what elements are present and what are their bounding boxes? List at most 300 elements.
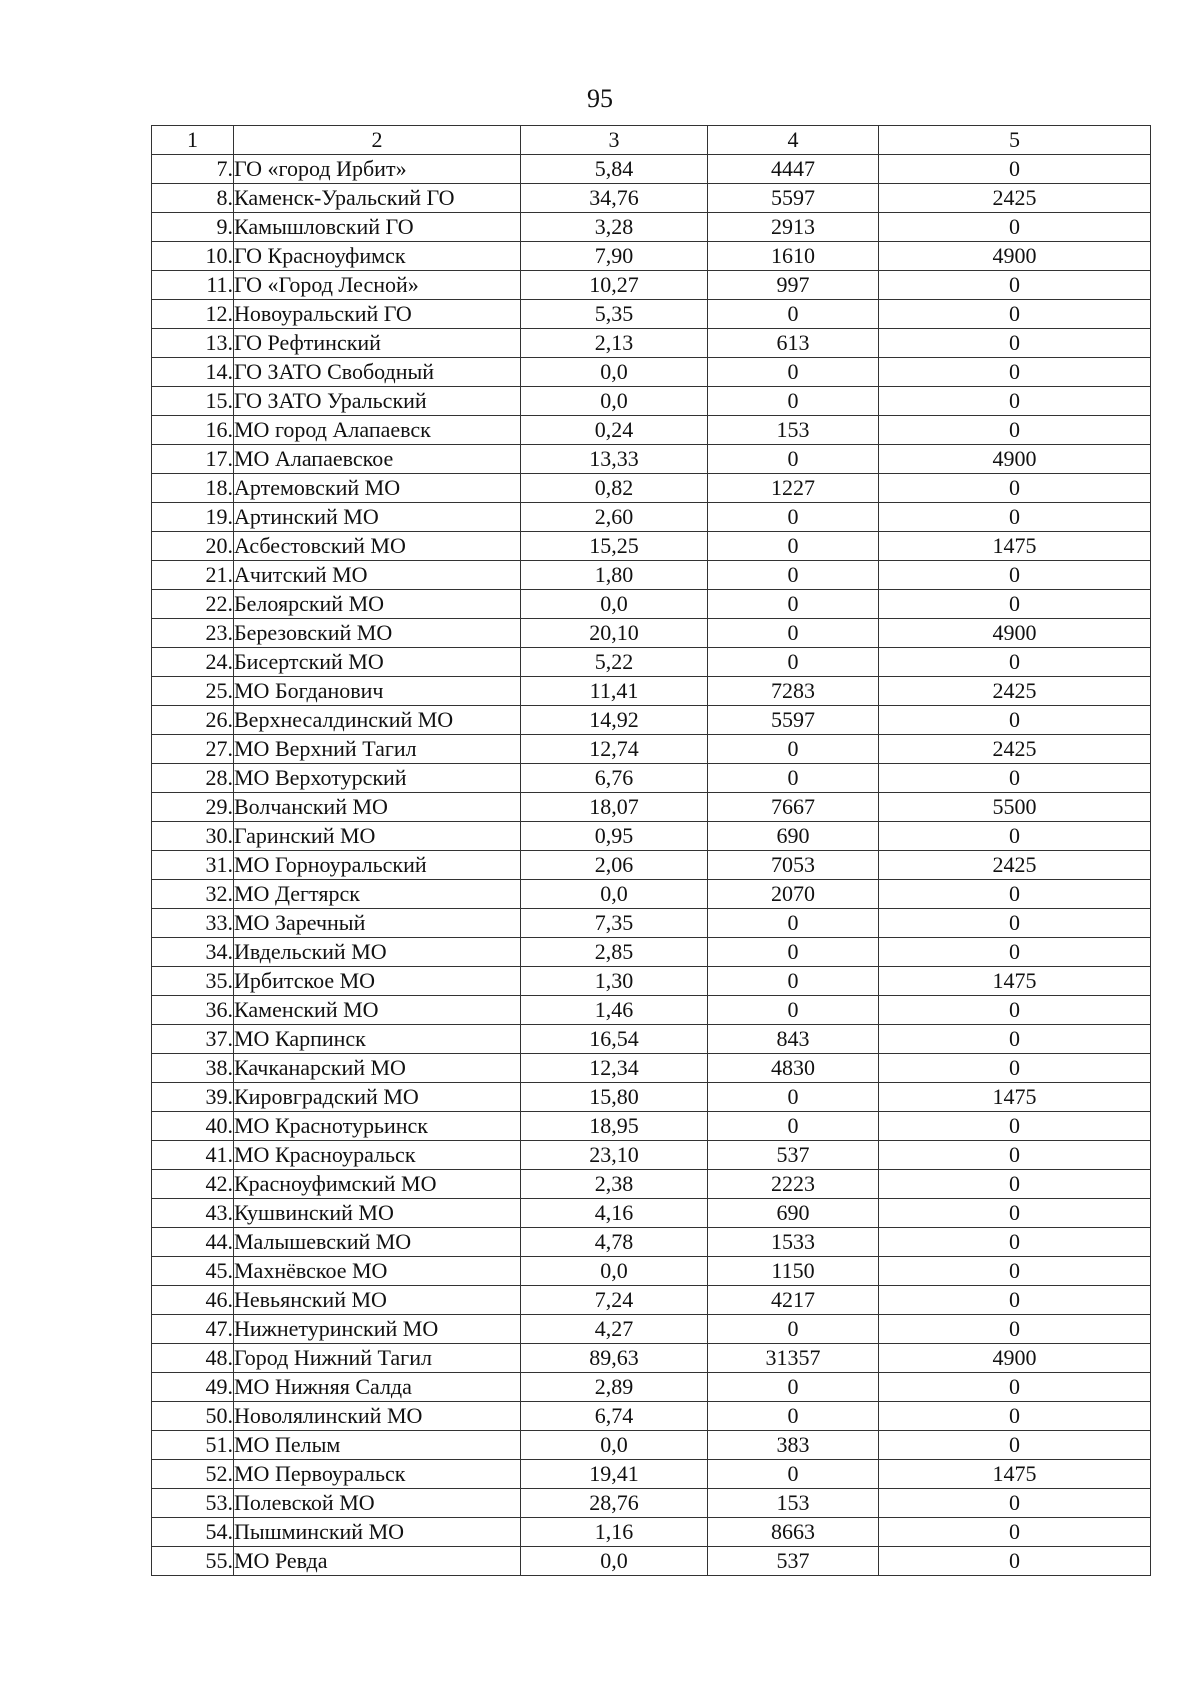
row-number: 15. [152,387,234,416]
municipality-name: Гаринский МО [234,822,521,851]
municipality-name: МО Верхотурский [234,764,521,793]
column-5-value: 0 [879,880,1151,909]
column-5-value: 0 [879,1112,1151,1141]
column-5-value: 0 [879,909,1151,938]
municipality-name: МО Богданович [234,677,521,706]
column-4-value: 0 [708,1460,879,1489]
column-5-value: 0 [879,271,1151,300]
municipality-name: ГО ЗАТО Уральский [234,387,521,416]
row-number: 45. [152,1257,234,1286]
column-5-value: 2425 [879,851,1151,880]
column-4-value: 31357 [708,1344,879,1373]
row-number: 33. [152,909,234,938]
column-4-value: 1227 [708,474,879,503]
column-5-value: 0 [879,561,1151,590]
column-header-1: 1 [152,126,234,155]
table-row [152,909,1151,938]
municipality-name: ГО «город Ирбит» [234,155,521,184]
column-4-value: 4217 [708,1286,879,1315]
column-4-value: 5597 [708,706,879,735]
column-5-value: 4900 [879,242,1151,271]
municipality-name: Кушвинский МО [234,1199,521,1228]
table-row [152,561,1151,590]
municipality-name: Волчанский МО [234,793,521,822]
column-4-value: 153 [708,416,879,445]
municipality-name: МО Карпинск [234,1025,521,1054]
column-3-value: 0,24 [521,416,708,445]
column-4-value: 1533 [708,1228,879,1257]
table-row [152,474,1151,503]
table-row [152,1025,1151,1054]
data-table [151,125,1151,1576]
row-number: 42. [152,1170,234,1199]
table-row [152,1402,1151,1431]
table-row [152,1054,1151,1083]
table-row [152,822,1151,851]
table-row [152,1286,1151,1315]
column-3-value: 3,28 [521,213,708,242]
page-number: 95 [587,84,613,113]
column-5-value: 0 [879,1315,1151,1344]
column-4-value: 4830 [708,1054,879,1083]
table-row [152,996,1151,1025]
row-number: 25. [152,677,234,706]
municipality-name: Ирбитское МО [234,967,521,996]
table-row [152,938,1151,967]
column-5-value: 2425 [879,184,1151,213]
column-3-value: 18,95 [521,1112,708,1141]
header-row [152,126,1151,155]
municipality-name: Качканарский МО [234,1054,521,1083]
column-5-value: 2425 [879,677,1151,706]
row-number: 29. [152,793,234,822]
row-number: 47. [152,1315,234,1344]
column-3-value: 7,24 [521,1286,708,1315]
table-row [152,1112,1151,1141]
municipality-name: Бисертский МО [234,648,521,677]
column-3-value: 7,90 [521,242,708,271]
table-row [152,619,1151,648]
row-number: 54. [152,1518,234,1547]
column-5-value: 0 [879,1054,1151,1083]
column-5-value: 0 [879,1518,1151,1547]
table-row [152,1460,1151,1489]
row-number: 38. [152,1054,234,1083]
column-header-3: 3 [521,126,708,155]
column-header-2: 2 [234,126,521,155]
column-5-value: 1475 [879,1460,1151,1489]
row-number: 27. [152,735,234,764]
column-4-value: 690 [708,1199,879,1228]
column-5-value: 0 [879,155,1151,184]
municipality-name: Артемовский МО [234,474,521,503]
column-4-value: 383 [708,1431,879,1460]
column-5-value: 0 [879,648,1151,677]
municipality-name: Красноуфимский МО [234,1170,521,1199]
row-number: 11. [152,271,234,300]
row-number: 40. [152,1112,234,1141]
municipality-name: МО Горноуральский [234,851,521,880]
column-5-value: 0 [879,706,1151,735]
table-row [152,1315,1151,1344]
column-4-value: 843 [708,1025,879,1054]
table-row [152,503,1151,532]
municipality-name: Ачитский МО [234,561,521,590]
table-row [152,764,1151,793]
column-4-value: 997 [708,271,879,300]
column-3-value: 0,0 [521,590,708,619]
column-3-value: 2,06 [521,851,708,880]
municipality-name: Махнёвское МО [234,1257,521,1286]
column-5-value: 4900 [879,1344,1151,1373]
table-header [152,126,1151,155]
column-3-value: 0,0 [521,1547,708,1576]
column-3-value: 11,41 [521,677,708,706]
table-row [152,300,1151,329]
column-3-value: 7,35 [521,909,708,938]
column-4-value: 0 [708,996,879,1025]
column-4-value: 8663 [708,1518,879,1547]
municipality-name: Каменск-Уральский ГО [234,184,521,213]
municipality-name: ГО «Город Лесной» [234,271,521,300]
column-5-value: 2425 [879,735,1151,764]
column-5-value: 0 [879,1286,1151,1315]
column-5-value: 0 [879,1257,1151,1286]
column-5-value: 0 [879,1489,1151,1518]
table-row [152,706,1151,735]
column-4-value: 0 [708,619,879,648]
row-number: 24. [152,648,234,677]
column-3-value: 34,76 [521,184,708,213]
column-4-value: 0 [708,938,879,967]
column-3-value: 6,74 [521,1402,708,1431]
column-3-value: 1,30 [521,967,708,996]
column-4-value: 0 [708,967,879,996]
column-5-value: 5500 [879,793,1151,822]
municipality-name: Камышловский ГО [234,213,521,242]
municipality-name: Город Нижний Тагил [234,1344,521,1373]
column-3-value: 2,38 [521,1170,708,1199]
column-header-5: 5 [879,126,1151,155]
table-row [152,213,1151,242]
column-4-value: 0 [708,1373,879,1402]
column-4-value: 0 [708,1112,879,1141]
table-row [152,1228,1151,1257]
column-4-value: 4447 [708,155,879,184]
municipality-name: МО Ревда [234,1547,521,1576]
table-row [152,445,1151,474]
column-5-value: 0 [879,213,1151,242]
row-number: 26. [152,706,234,735]
column-4-value: 0 [708,561,879,590]
column-4-value: 0 [708,503,879,532]
column-4-value: 2070 [708,880,879,909]
column-5-value: 0 [879,416,1151,445]
municipality-name: МО Первоуральск [234,1460,521,1489]
table-row [152,1141,1151,1170]
column-3-value: 12,74 [521,735,708,764]
column-3-value: 89,63 [521,1344,708,1373]
row-number: 48. [152,1344,234,1373]
row-number: 21. [152,561,234,590]
column-header-4: 4 [708,126,879,155]
row-number: 19. [152,503,234,532]
row-number: 35. [152,967,234,996]
municipality-name: Артинский МО [234,503,521,532]
municipality-name: МО Краснотурьинск [234,1112,521,1141]
table-row [152,735,1151,764]
table-row [152,329,1151,358]
column-4-value: 0 [708,300,879,329]
column-4-value: 2913 [708,213,879,242]
municipality-name: МО город Алапаевск [234,416,521,445]
row-number: 17. [152,445,234,474]
municipality-name: ГО ЗАТО Свободный [234,358,521,387]
column-3-value: 13,33 [521,445,708,474]
column-3-value: 5,22 [521,648,708,677]
column-5-value: 0 [879,1228,1151,1257]
column-5-value: 0 [879,358,1151,387]
column-5-value: 0 [879,590,1151,619]
row-number: 32. [152,880,234,909]
municipality-name: ГО Красноуфимск [234,242,521,271]
column-3-value: 5,84 [521,155,708,184]
row-number: 36. [152,996,234,1025]
row-number: 20. [152,532,234,561]
municipality-name: МО Красноуральск [234,1141,521,1170]
row-number: 31. [152,851,234,880]
column-3-value: 5,35 [521,300,708,329]
municipality-name: МО Алапаевское [234,445,521,474]
table-row [152,1344,1151,1373]
table-row [152,967,1151,996]
column-4-value: 7053 [708,851,879,880]
column-3-value: 2,85 [521,938,708,967]
municipality-name: Пышминский МО [234,1518,521,1547]
row-number: 8. [152,184,234,213]
column-3-value: 15,80 [521,1083,708,1112]
column-3-value: 15,25 [521,532,708,561]
column-4-value: 153 [708,1489,879,1518]
row-number: 28. [152,764,234,793]
column-4-value: 0 [708,358,879,387]
table-row [152,1257,1151,1286]
row-number: 13. [152,329,234,358]
column-3-value: 12,34 [521,1054,708,1083]
column-4-value: 0 [708,1083,879,1112]
column-3-value: 2,60 [521,503,708,532]
row-number: 49. [152,1373,234,1402]
column-4-value: 7667 [708,793,879,822]
column-4-value: 690 [708,822,879,851]
row-number: 55. [152,1547,234,1576]
row-number: 44. [152,1228,234,1257]
row-number: 50. [152,1402,234,1431]
table-row [152,532,1151,561]
row-number: 34. [152,938,234,967]
column-4-value: 0 [708,532,879,561]
table-row [152,184,1151,213]
table-row [152,851,1151,880]
column-5-value: 0 [879,1141,1151,1170]
row-number: 18. [152,474,234,503]
municipality-name: МО Пелым [234,1431,521,1460]
municipality-name: МО Верхний Тагил [234,735,521,764]
column-4-value: 0 [708,590,879,619]
column-5-value: 0 [879,764,1151,793]
row-number: 51. [152,1431,234,1460]
table-row [152,1489,1151,1518]
municipality-name: ГО Рефтинский [234,329,521,358]
column-5-value: 0 [879,300,1151,329]
municipality-name: Асбестовский МО [234,532,521,561]
column-5-value: 0 [879,1199,1151,1228]
column-3-value: 4,78 [521,1228,708,1257]
municipality-name: Малышевский МО [234,1228,521,1257]
column-4-value: 7283 [708,677,879,706]
table-row [152,1170,1151,1199]
column-5-value: 0 [879,1402,1151,1431]
column-3-value: 0,0 [521,387,708,416]
row-number: 23. [152,619,234,648]
column-4-value: 537 [708,1547,879,1576]
column-3-value: 28,76 [521,1489,708,1518]
table-row [152,358,1151,387]
column-3-value: 1,80 [521,561,708,590]
column-5-value: 1475 [879,1083,1151,1112]
column-3-value: 14,92 [521,706,708,735]
column-5-value: 0 [879,1547,1151,1576]
column-3-value: 10,27 [521,271,708,300]
column-4-value: 613 [708,329,879,358]
table-row [152,1431,1151,1460]
table-row [152,1199,1151,1228]
municipality-name: Верхнесалдинский МО [234,706,521,735]
table-row [152,242,1151,271]
column-5-value: 0 [879,1170,1151,1199]
column-3-value: 0,0 [521,1431,708,1460]
table-body [152,155,1151,1576]
row-number: 52. [152,1460,234,1489]
row-number: 10. [152,242,234,271]
column-5-value: 0 [879,474,1151,503]
column-5-value: 1475 [879,967,1151,996]
row-number: 39. [152,1083,234,1112]
column-4-value: 1610 [708,242,879,271]
column-5-value: 0 [879,1431,1151,1460]
column-3-value: 0,0 [521,358,708,387]
column-3-value: 2,89 [521,1373,708,1402]
column-4-value: 2223 [708,1170,879,1199]
column-3-value: 18,07 [521,793,708,822]
column-4-value: 1150 [708,1257,879,1286]
column-5-value: 0 [879,996,1151,1025]
municipality-name: Каменский МО [234,996,521,1025]
municipality-name: Белоярский МО [234,590,521,619]
column-5-value: 0 [879,1025,1151,1054]
column-4-value: 0 [708,1402,879,1431]
column-5-value: 4900 [879,619,1151,648]
municipality-name: МО Заречный [234,909,521,938]
column-3-value: 1,46 [521,996,708,1025]
column-3-value: 0,0 [521,880,708,909]
row-number: 37. [152,1025,234,1054]
municipality-name: Новоуральский ГО [234,300,521,329]
table-row [152,1518,1151,1547]
municipality-name: Нижнетуринский МО [234,1315,521,1344]
row-number: 14. [152,358,234,387]
column-4-value: 0 [708,909,879,938]
column-4-value: 0 [708,445,879,474]
municipality-name: МО Дегтярск [234,880,521,909]
column-4-value: 537 [708,1141,879,1170]
table-row [152,155,1151,184]
row-number: 16. [152,416,234,445]
row-number: 9. [152,213,234,242]
table-row [152,416,1151,445]
column-3-value: 0,82 [521,474,708,503]
row-number: 41. [152,1141,234,1170]
municipality-name: Полевской МО [234,1489,521,1518]
column-5-value: 0 [879,387,1151,416]
municipality-name: МО Нижняя Салда [234,1373,521,1402]
row-number: 46. [152,1286,234,1315]
column-4-value: 0 [708,735,879,764]
column-4-value: 0 [708,387,879,416]
table-row [152,590,1151,619]
column-3-value: 2,13 [521,329,708,358]
row-number: 43. [152,1199,234,1228]
table-row [152,677,1151,706]
municipality-name: Новолялинский МО [234,1402,521,1431]
column-3-value: 0,0 [521,1257,708,1286]
column-5-value: 0 [879,329,1151,358]
column-5-value: 1475 [879,532,1151,561]
table-row [152,1083,1151,1112]
row-number: 12. [152,300,234,329]
column-3-value: 4,27 [521,1315,708,1344]
table-row [152,1373,1151,1402]
column-3-value: 19,41 [521,1460,708,1489]
column-3-value: 16,54 [521,1025,708,1054]
table-row [152,271,1151,300]
row-number: 30. [152,822,234,851]
row-number: 22. [152,590,234,619]
column-5-value: 0 [879,938,1151,967]
municipality-name: Березовский МО [234,619,521,648]
column-3-value: 4,16 [521,1199,708,1228]
table-row [152,793,1151,822]
municipality-name: Ивдельский МО [234,938,521,967]
municipality-name: Кировградский МО [234,1083,521,1112]
column-4-value: 0 [708,1315,879,1344]
row-number: 7. [152,155,234,184]
row-number: 53. [152,1489,234,1518]
column-4-value: 5597 [708,184,879,213]
column-3-value: 0,95 [521,822,708,851]
table-row [152,648,1151,677]
table-row [152,880,1151,909]
municipality-name: Невьянский МО [234,1286,521,1315]
column-5-value: 0 [879,1373,1151,1402]
table-row [152,387,1151,416]
column-4-value: 0 [708,648,879,677]
column-4-value: 0 [708,764,879,793]
column-3-value: 23,10 [521,1141,708,1170]
column-3-value: 1,16 [521,1518,708,1547]
table-row [152,1547,1151,1576]
column-3-value: 20,10 [521,619,708,648]
